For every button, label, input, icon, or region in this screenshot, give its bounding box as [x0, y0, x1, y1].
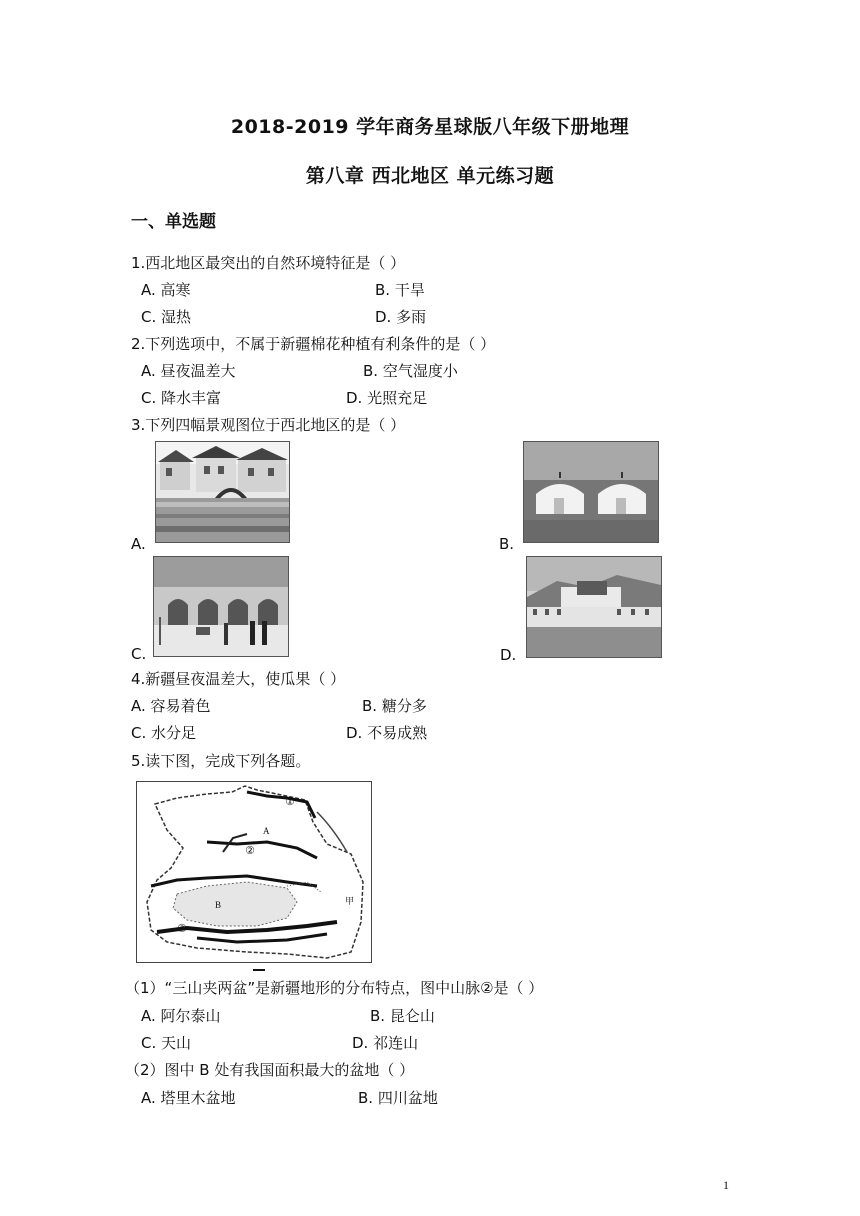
question-5-sub1-option-a: A. 阿尔泰山	[141, 1007, 221, 1025]
question-4-option-a: A. 容易着色	[131, 697, 211, 715]
map-label-mountain-1: ①	[285, 795, 295, 808]
question-3-option-c: C.	[131, 645, 147, 663]
question-3-option-a: A.	[131, 535, 146, 553]
page-number: 1	[723, 1178, 729, 1192]
map-label-region-a: A	[263, 826, 270, 836]
map-caption-mark	[253, 969, 265, 971]
section-heading: 一、单选题	[131, 212, 216, 232]
question-1-option-b: B. 干旱	[375, 281, 425, 299]
question-4-option-d: D. 不易成熟	[346, 724, 428, 742]
question-4-option-b: B. 糖分多	[362, 697, 427, 715]
chapter-title: 第八章 西北地区 单元练习题	[305, 165, 555, 187]
question-2-option-b: B. 空气湿度小	[363, 362, 458, 380]
question-5-sub1-option-d: D. 祁连山	[352, 1034, 419, 1052]
question-5-sub2-option-b: B. 四川盆地	[358, 1089, 438, 1107]
question-5-sub1-stem: （1）“三山夹两盆”是新疆地形的分布特点，图中山脉②是（ ）	[125, 979, 544, 997]
question-5-sub2-option-a: A. 塔里木盆地	[141, 1089, 236, 1107]
question-5-sub1-option-c: C. 天山	[141, 1034, 192, 1052]
map-label-region-b: B	[215, 900, 222, 910]
landscape-photo-d	[526, 556, 662, 658]
question-2-option-a: A. 昼夜温差大	[141, 362, 236, 380]
map-label-mountain-3: ③	[177, 922, 187, 935]
question-3-option-b: B.	[499, 535, 515, 553]
map-label-mountain-2: ②	[245, 844, 255, 857]
question-2-option-c: C. 降水丰富	[141, 389, 222, 407]
landscape-photo-c	[153, 556, 289, 657]
question-1-option-d: D. 多雨	[375, 308, 427, 326]
question-1-option-a: A. 高寒	[141, 281, 191, 299]
landscape-photo-a	[155, 441, 290, 543]
question-5-sub2-stem: （2）图中 B 处有我国面积最大的盆地（ ）	[125, 1061, 415, 1079]
question-4-option-c: C. 水分足	[131, 724, 197, 742]
question-3-stem: 3.下列四幅景观图位于西北地区的是（ ）	[131, 416, 406, 434]
question-1-option-c: C. 湿热	[141, 308, 192, 326]
question-5-stem: 5.读下图，完成下列各题。	[131, 752, 311, 770]
map-label-region-jia: 甲	[345, 897, 355, 907]
document-title: 2018-2019 学年商务星球版八年级下册地理	[230, 116, 630, 138]
xinjiang-map	[136, 781, 372, 963]
question-2-option-d: D. 光照充足	[346, 389, 428, 407]
question-5-sub1-option-b: B. 昆仑山	[370, 1007, 435, 1025]
question-3-option-d: D.	[500, 646, 517, 664]
landscape-photo-b	[523, 441, 659, 543]
question-1-stem: 1.西北地区最突出的自然环境特征是（ ）	[131, 254, 406, 272]
question-4-stem: 4.新疆昼夜温差大，使瓜果（ ）	[131, 670, 346, 688]
question-2-stem: 2.下列选项中，不属于新疆棉花种植有利条件的是（ ）	[131, 335, 496, 353]
